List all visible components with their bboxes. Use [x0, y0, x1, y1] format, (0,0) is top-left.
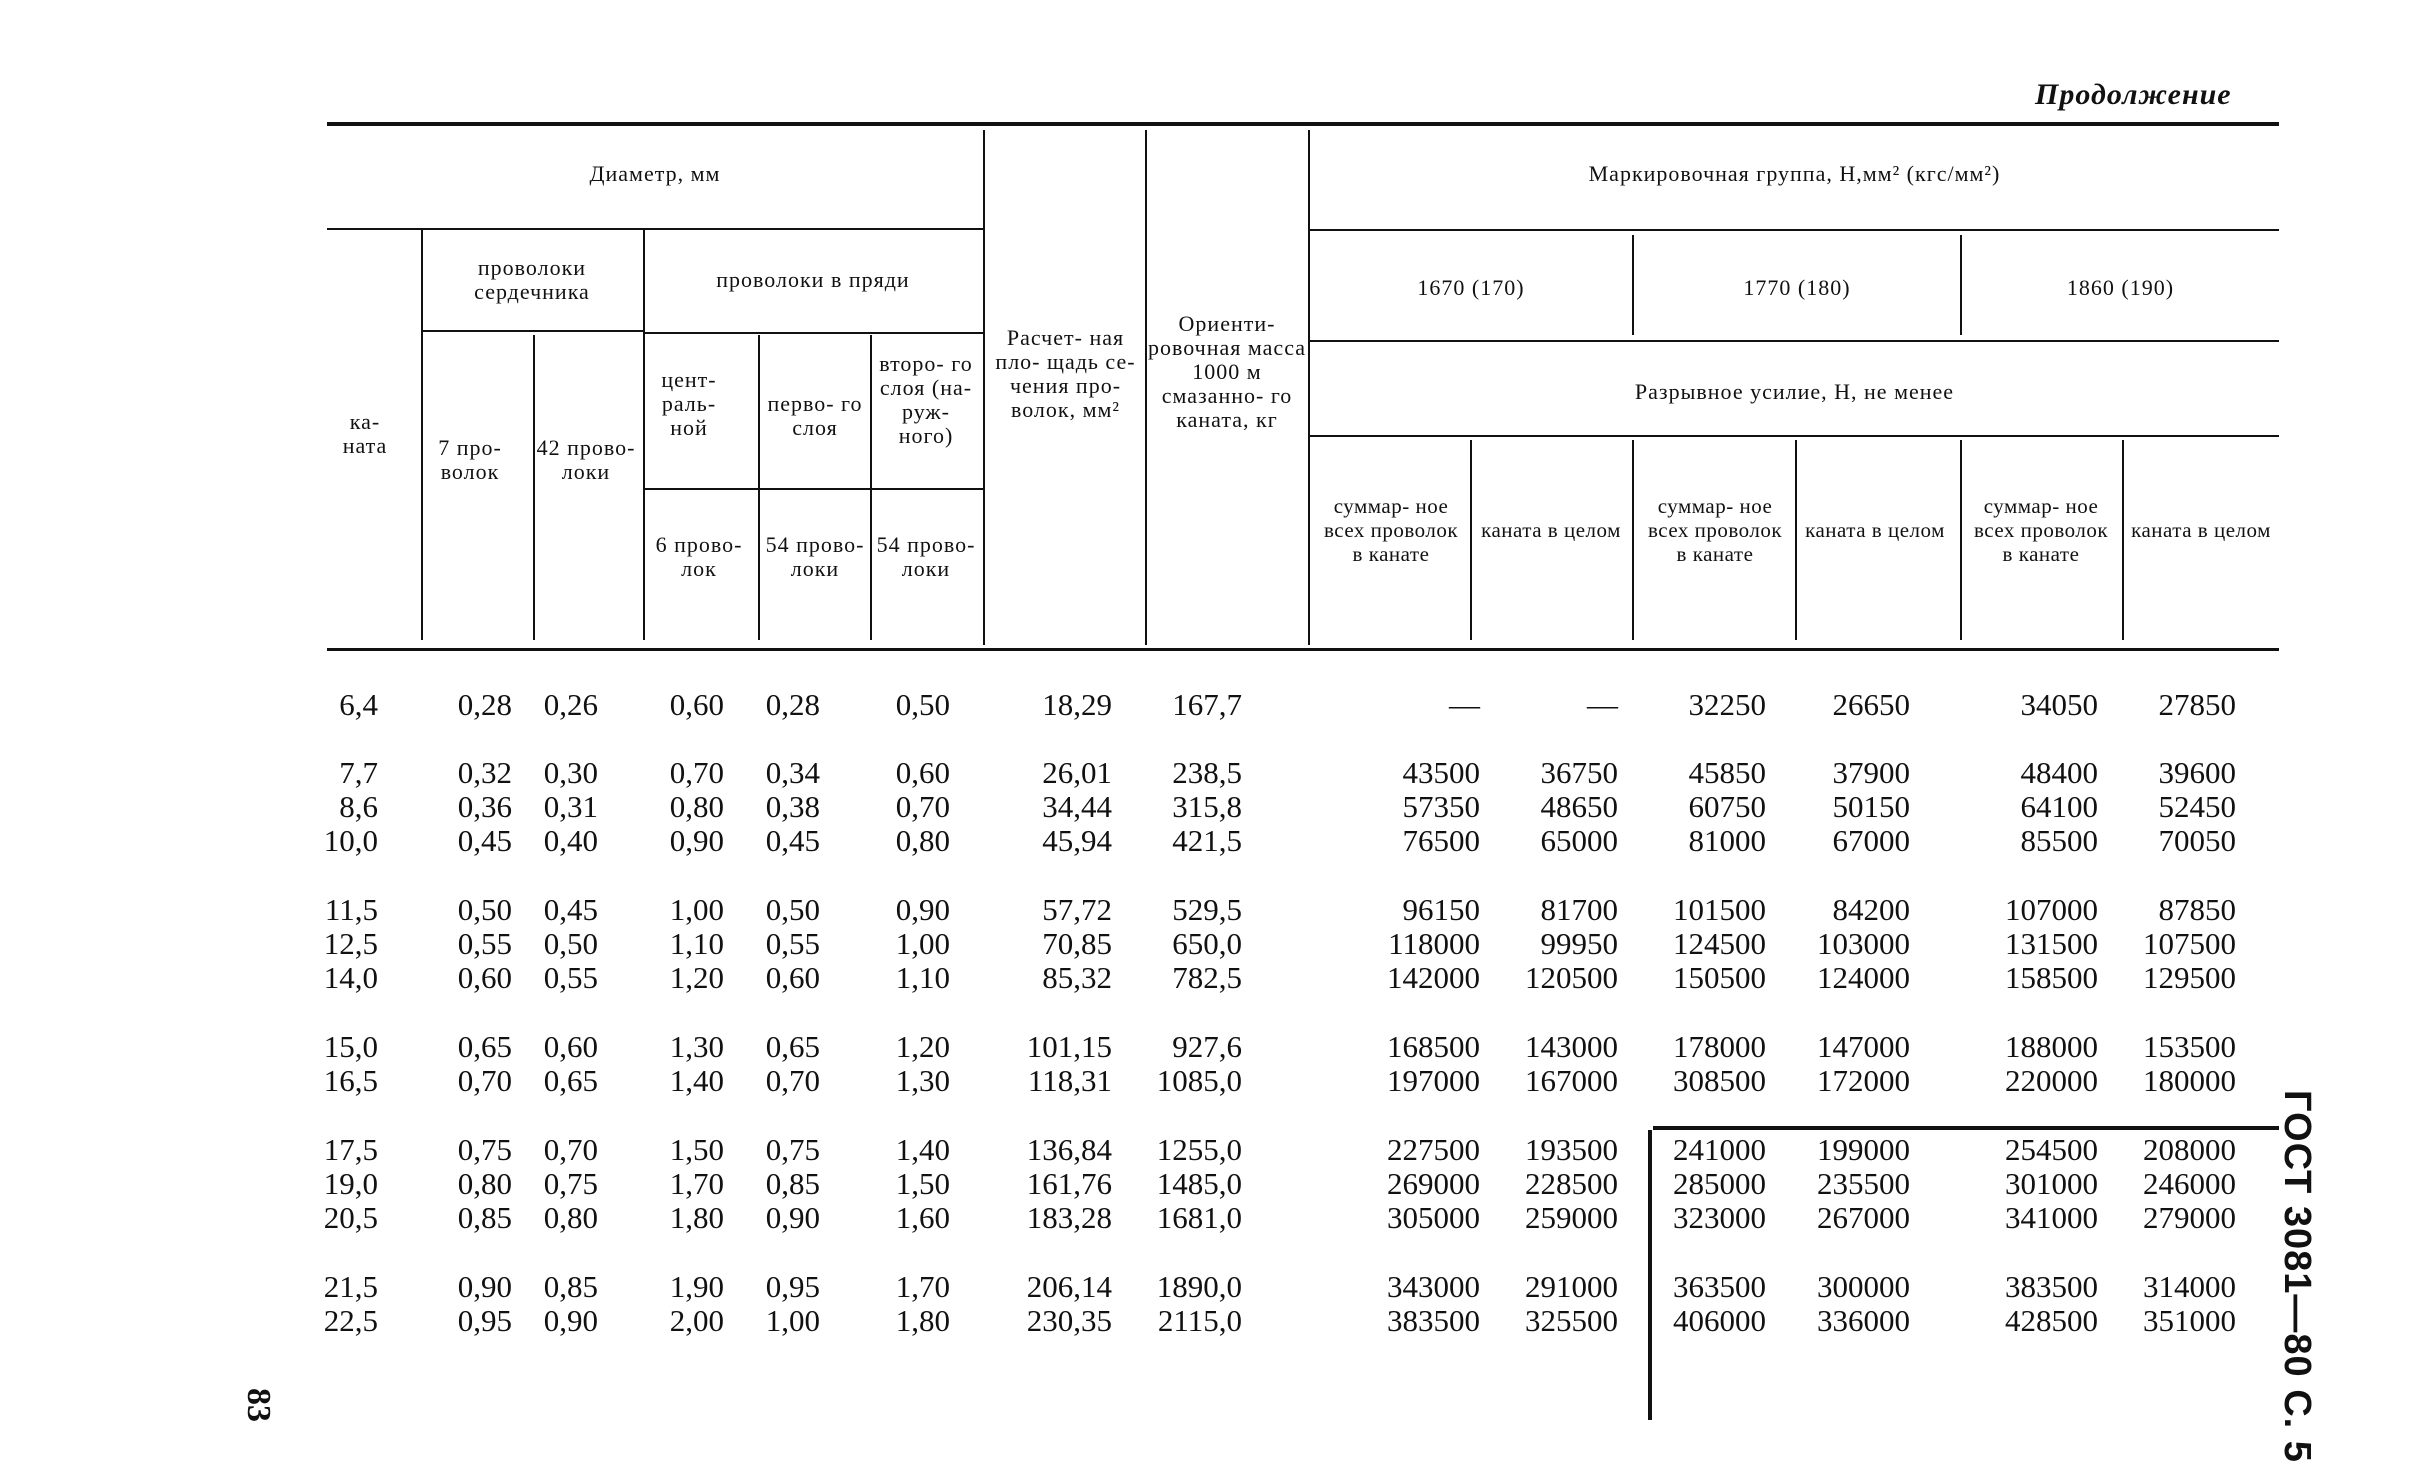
table-cell: 172000 — [1817, 1063, 1910, 1098]
table-cell: 421,5 — [1172, 823, 1242, 858]
central-count-header: 6 прово- лок — [655, 532, 743, 581]
table-cell: 246000 — [2143, 1166, 2236, 1201]
table-cell: 0,30 — [543, 755, 598, 790]
table-cell: 259000 — [1525, 1200, 1618, 1235]
table-cell: 22,5 — [323, 1303, 378, 1338]
table-cell: — — [1587, 687, 1618, 722]
table-cell: 1,60 — [895, 1200, 950, 1235]
table-cell: 131500 — [2005, 926, 2098, 961]
table-cell: 0,80 — [669, 789, 724, 824]
core-42-header: 42 прово- локи — [536, 435, 636, 484]
table-cell: 0,60 — [669, 687, 724, 722]
table-cell: 228500 — [1525, 1166, 1618, 1201]
table-cell: 48400 — [2020, 755, 2098, 790]
first-count-header: 54 прово- локи — [765, 532, 865, 581]
table-cell: 103000 — [1817, 926, 1910, 961]
second-layer-header: второ- го слоя (на- руж- ного) — [879, 351, 973, 448]
table-cell: 1890,0 — [1156, 1269, 1242, 1304]
table-cell: 291000 — [1525, 1269, 1618, 1304]
grade-1860-header: 1860 (190) — [2066, 275, 2175, 300]
table-cell: 0,60 — [895, 755, 950, 790]
table-cell: 314000 — [2143, 1269, 2236, 1304]
table-cell: 0,50 — [457, 892, 512, 927]
table-cell: 120500 — [1525, 960, 1618, 995]
table-cell: 64100 — [2020, 789, 2098, 824]
table-cell: 43500 — [1402, 755, 1480, 790]
table-cell: 57350 — [1402, 789, 1480, 824]
table-cell: 363500 — [1673, 1269, 1766, 1304]
table-cell: 2115,0 — [1157, 1303, 1242, 1338]
table-cell: 336000 — [1817, 1303, 1910, 1338]
core-7-header: 7 про- волок — [438, 435, 502, 484]
area-header: Расчет- ная пло- щадь се- чения про- волок, мм² — [995, 325, 1136, 422]
table-cell: 142000 — [1387, 960, 1480, 995]
table-cell: 1,20 — [669, 960, 724, 995]
table-cell: 1,10 — [669, 926, 724, 961]
table-cell: 1,00 — [669, 892, 724, 927]
table-cell: 1,50 — [669, 1132, 724, 1167]
table-cell: 45850 — [1688, 755, 1766, 790]
table-cell: 0,85 — [457, 1200, 512, 1235]
table-cell: 57,72 — [1042, 892, 1112, 927]
table-cell: 267000 — [1817, 1200, 1910, 1235]
table-cell: 0,36 — [457, 789, 512, 824]
table-cell: 167,7 — [1172, 687, 1242, 722]
table-cell: 0,75 — [765, 1132, 820, 1167]
table-cell: 315,8 — [1172, 789, 1242, 824]
table-cell: 65000 — [1540, 823, 1618, 858]
table-cell: 85,32 — [1042, 960, 1112, 995]
core-wires-header: проволоки сердечника — [474, 255, 590, 304]
table-cell: 235500 — [1817, 1166, 1910, 1201]
table-cell: 0,85 — [543, 1269, 598, 1304]
table-cell: 20,5 — [323, 1200, 378, 1235]
table-cell: 0,90 — [669, 823, 724, 858]
table-cell: 0,60 — [457, 960, 512, 995]
table-cell: 129500 — [2143, 960, 2236, 995]
table-cell: 927,6 — [1172, 1029, 1242, 1064]
table-cell: 0,60 — [765, 960, 820, 995]
table-cell: 158500 — [2005, 960, 2098, 995]
table-cell: 383500 — [1387, 1303, 1480, 1338]
marking-group-header: Маркировочная группа, Н,мм² (кгс/мм²) — [1588, 161, 2001, 186]
table-cell: 0,50 — [765, 892, 820, 927]
table-cell: 782,5 — [1172, 960, 1242, 995]
table-cell: 180000 — [2143, 1063, 2236, 1098]
table-cell: 188000 — [2005, 1029, 2098, 1064]
table-cell: 0,80 — [457, 1166, 512, 1201]
table-cell: 107500 — [2143, 926, 2236, 961]
table-cell: 18,29 — [1042, 687, 1112, 722]
table-cell: 1,30 — [669, 1029, 724, 1064]
table-cell: 0,45 — [457, 823, 512, 858]
table-cell: 1085,0 — [1156, 1063, 1242, 1098]
table-cell: 300000 — [1817, 1269, 1910, 1304]
table-cell: 325500 — [1525, 1303, 1618, 1338]
table-cell: 220000 — [2005, 1063, 2098, 1098]
table-cell: 12,5 — [323, 926, 378, 961]
table-cell: 0,70 — [669, 755, 724, 790]
table-cell: 308500 — [1673, 1063, 1766, 1098]
table-cell: 99950 — [1540, 926, 1618, 961]
table-cell: 1,90 — [669, 1269, 724, 1304]
table-cell: 208000 — [2143, 1132, 2236, 1167]
gost-side-label: ГОСТ 3081—80 С. 5 — [2276, 1090, 2318, 1463]
rope-whole-header-1: каната в целом — [1481, 518, 1621, 542]
table-cell: 39600 — [2158, 755, 2236, 790]
table-cell: 118000 — [1388, 926, 1480, 961]
table-cell: 7,7 — [339, 755, 378, 790]
table-cell: 124500 — [1673, 926, 1766, 961]
table-cell: 87850 — [2158, 892, 2236, 927]
table-cell: 150500 — [1673, 960, 1766, 995]
table-cell: 279000 — [2143, 1200, 2236, 1235]
table-cell: 183,28 — [1026, 1200, 1112, 1235]
table-cell: 0,85 — [765, 1166, 820, 1201]
table-cell: 70050 — [2158, 823, 2236, 858]
table-cell: 323000 — [1673, 1200, 1766, 1235]
table-cell: 241000 — [1673, 1132, 1766, 1167]
table-cell: 254500 — [2005, 1132, 2098, 1167]
table-cell: 2,00 — [669, 1303, 724, 1338]
table-cell: 0,90 — [543, 1303, 598, 1338]
table-cell: 1,40 — [895, 1132, 950, 1167]
rope-whole-header-2: каната в целом — [1805, 518, 1945, 542]
table-cell: 70,85 — [1042, 926, 1112, 961]
table-cell: 1,30 — [895, 1063, 950, 1098]
table-cell: 27850 — [2158, 687, 2236, 722]
rope-whole-header-3: каната в целом — [2131, 518, 2271, 542]
table-cell: 6,4 — [339, 687, 378, 722]
table-cell: 0,75 — [543, 1166, 598, 1201]
table-cell: 167000 — [1525, 1063, 1618, 1098]
table-cell: 1,00 — [895, 926, 950, 961]
first-layer-header: перво- го слоя — [767, 391, 863, 440]
table-cell: 0,32 — [457, 755, 512, 790]
table-cell: 34,44 — [1042, 789, 1112, 824]
table-cell: 341000 — [2005, 1200, 2098, 1235]
table-cell: 1,00 — [765, 1303, 820, 1338]
table-cell: 0,65 — [765, 1029, 820, 1064]
table-cell: 0,80 — [895, 823, 950, 858]
table-cell: 1,80 — [669, 1200, 724, 1235]
continuation-label: Продолжение — [2035, 78, 2232, 111]
table-cell: 21,5 — [323, 1269, 378, 1304]
table-cell: 0,45 — [765, 823, 820, 858]
table-cell: 0,70 — [895, 789, 950, 824]
table-cell: 60750 — [1688, 789, 1766, 824]
grade-1770-header: 1770 (180) — [1743, 275, 1851, 300]
table-cell: 1,40 — [669, 1063, 724, 1098]
table-cell: 0,65 — [543, 1063, 598, 1098]
table-cell: — — [1449, 687, 1480, 722]
table-cell: 0,90 — [457, 1269, 512, 1304]
grade-1670-header: 1670 (170) — [1417, 275, 1525, 300]
table-cell: 81700 — [1540, 892, 1618, 927]
mass-header: Ориенти- ровочная масса 1000 м смазанно- го каната, кг — [1148, 311, 1306, 432]
table-cell: 0,50 — [895, 687, 950, 722]
table-cell: 168500 — [1387, 1029, 1480, 1064]
table-cell: 1485,0 — [1156, 1166, 1242, 1201]
table-cell: 1,50 — [895, 1166, 950, 1201]
table-cell: 529,5 — [1172, 892, 1242, 927]
table-cell: 0,80 — [543, 1200, 598, 1235]
table-cell: 0,70 — [457, 1063, 512, 1098]
table-cell: 301000 — [2005, 1166, 2098, 1201]
table-cell: 406000 — [1673, 1303, 1766, 1338]
table-cell: 26650 — [1832, 687, 1910, 722]
table-cell: 52450 — [2158, 789, 2236, 824]
table-cell: 19,0 — [323, 1166, 378, 1201]
table-cell: 0,50 — [543, 926, 598, 961]
table-cell: 0,55 — [457, 926, 512, 961]
table-cell: 343000 — [1387, 1269, 1480, 1304]
rope-diameter-header: ка- ната — [342, 409, 388, 458]
sum-all-header-3: суммар- ное всех проволок в канате — [1973, 494, 2109, 566]
table-cell: 32250 — [1688, 687, 1766, 722]
table-cell: 1,20 — [895, 1029, 950, 1064]
table-cell: 1,80 — [895, 1303, 950, 1338]
table-cell: 84200 — [1832, 892, 1910, 927]
table-cell: 0,70 — [765, 1063, 820, 1098]
table-cell: 285000 — [1673, 1166, 1766, 1201]
table-cell: 8,6 — [339, 789, 378, 824]
table-cell: 118,31 — [1027, 1063, 1112, 1098]
table-cell: 0,90 — [765, 1200, 820, 1235]
table-cell: 15,0 — [323, 1029, 378, 1064]
table-cell: 193500 — [1525, 1132, 1618, 1167]
table-cell: 34050 — [2020, 687, 2098, 722]
table-cell: 124000 — [1817, 960, 1910, 995]
table-cell: 107000 — [2005, 892, 2098, 927]
table-cell: 1,10 — [895, 960, 950, 995]
breaking-force-header: Разрывное усилие, Н, не менее — [1634, 379, 1955, 404]
table-cell: 85500 — [2020, 823, 2098, 858]
diameter-group-header: Диаметр, мм — [589, 161, 721, 186]
table-cell: 206,14 — [1026, 1269, 1112, 1304]
table-cell: 26,01 — [1042, 755, 1112, 790]
table-cell: 650,0 — [1172, 926, 1242, 961]
second-count-header: 54 прово- локи — [876, 532, 976, 581]
central-wire-header: цент- раль- ной — [661, 367, 717, 440]
table-cell: 67000 — [1832, 823, 1910, 858]
table-cell: 0,55 — [765, 926, 820, 961]
table-cell: 0,95 — [457, 1303, 512, 1338]
table-cell: 0,60 — [543, 1029, 598, 1064]
table-cell: 1255,0 — [1156, 1132, 1242, 1167]
table-cell: 0,38 — [765, 789, 820, 824]
table-cell: 17,5 — [323, 1132, 378, 1167]
table-cell: 230,35 — [1026, 1303, 1112, 1338]
table-cell: 269000 — [1387, 1166, 1480, 1201]
table-cell: 197000 — [1387, 1063, 1480, 1098]
table-cell: 81000 — [1688, 823, 1766, 858]
table-cell: 0,75 — [457, 1132, 512, 1167]
table-cell: 305000 — [1387, 1200, 1480, 1235]
table-cell: 0,55 — [543, 960, 598, 995]
table-cell: 0,34 — [765, 755, 820, 790]
table-cell: 153500 — [2143, 1029, 2236, 1064]
table-cell: 14,0 — [323, 960, 378, 995]
table-cell: 0,45 — [543, 892, 598, 927]
table-cell: 16,5 — [323, 1063, 378, 1098]
table-cell: 0,28 — [457, 687, 512, 722]
table-cell: 101,15 — [1026, 1029, 1112, 1064]
sum-all-header-1: суммар- ное всех проволок в канате — [1323, 494, 1459, 566]
table-cell: 143000 — [1525, 1029, 1618, 1064]
table-cell: 101500 — [1673, 892, 1766, 927]
page-number: 83 — [240, 1388, 277, 1422]
table-cell: 45,94 — [1042, 823, 1112, 858]
table-cell: 147000 — [1817, 1029, 1910, 1064]
table-cell: 0,95 — [765, 1269, 820, 1304]
table-cell: 36750 — [1540, 755, 1618, 790]
table-cell: 0,65 — [457, 1029, 512, 1064]
sum-all-header-2: суммар- ное всех проволок в канате — [1647, 494, 1783, 566]
table-cell: 50150 — [1832, 789, 1910, 824]
table-cell: 1,70 — [895, 1269, 950, 1304]
table-cell: 0,40 — [543, 823, 598, 858]
table-cell: 0,31 — [543, 789, 598, 824]
table-cell: 0,90 — [895, 892, 950, 927]
table-cell: 136,84 — [1026, 1132, 1112, 1167]
table-cell: 199000 — [1817, 1132, 1910, 1167]
table-cell: 0,70 — [543, 1132, 598, 1167]
table-cell: 1681,0 — [1156, 1200, 1242, 1235]
table-cell: 428500 — [2005, 1303, 2098, 1338]
table-cell: 238,5 — [1172, 755, 1242, 790]
table-cell: 178000 — [1673, 1029, 1766, 1064]
table-cell: 96150 — [1402, 892, 1480, 927]
table-cell: 11,5 — [324, 892, 378, 927]
table-cell: 48650 — [1540, 789, 1618, 824]
table-cell: 1,70 — [669, 1166, 724, 1201]
table-cell: 0,28 — [765, 687, 820, 722]
table-cell: 227500 — [1387, 1132, 1480, 1167]
table-cell: 76500 — [1402, 823, 1480, 858]
table-cell: 351000 — [2143, 1303, 2236, 1338]
table-cell: 0,26 — [543, 687, 598, 722]
table-cell: 10,0 — [323, 823, 378, 858]
table-cell: 383500 — [2005, 1269, 2098, 1304]
strand-wires-header: проволоки в пряди — [716, 267, 910, 292]
table-cell: 37900 — [1832, 755, 1910, 790]
table-cell: 161,76 — [1026, 1166, 1112, 1201]
